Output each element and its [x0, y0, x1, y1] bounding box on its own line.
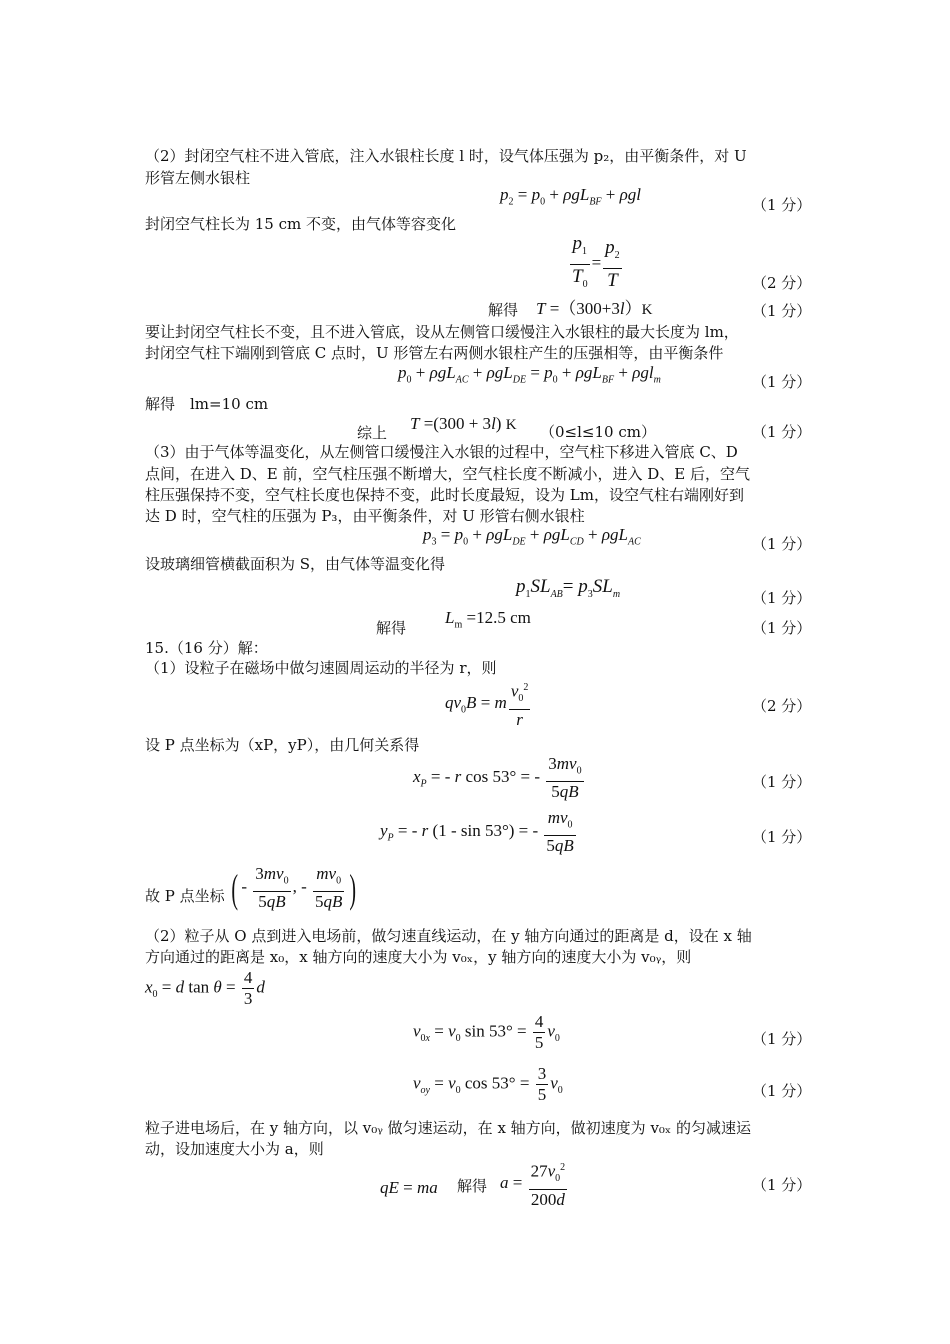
- equation-qE: qE = ma: [380, 1178, 438, 1197]
- score: （1 分）: [752, 1030, 812, 1048]
- text-line: 方向通过的距离是 x₀，x 轴方向的速度大小为 v₀ₓ，y 轴方向的速度大小为 v₀ᵧ，则: [145, 948, 692, 966]
- score: （1 分）: [752, 1082, 812, 1100]
- label-jiede: 解得: [376, 619, 407, 637]
- equation-x0: $x_0 = d$ tan θ = $\frac{4}{3}$ d: [145, 968, 265, 1008]
- score: （1 分）: [752, 302, 812, 320]
- equation-acceleration: a = $\frac{27v_0^2}{200d}$: [500, 1158, 569, 1210]
- equation-yP: $y_P$ = - r (1 - sin 53°) = - $\frac{mv_0}{5qB}$: [380, 808, 574, 856]
- text-line: 形管左侧水银柱: [145, 169, 251, 187]
- text-line: 粒子进电场后，在 y 轴方向，以 v₀ᵧ 做匀速运动，在 x 轴方向，做初速度为 v₀ₓ 的匀减速运: [145, 1119, 752, 1137]
- text-line: （2）粒子从 O 点到进入电场前，做匀速直线运动，在 y 轴方向通过的距离是 d，设在 x 轴: [145, 927, 752, 945]
- equation-P-coordinates: ( - $\frac{3mv_0}{5qB}$ , - $\frac{mv_0}{5qB}$ ): [231, 864, 357, 912]
- score: （1 分）: [752, 828, 812, 846]
- text-line: 设 P 点坐标为（xP，yP），由几何关系得: [145, 736, 420, 754]
- equation-Lm: $L_m =12.5$ cm: [445, 608, 531, 631]
- label-jiede: 解得: [488, 301, 519, 319]
- text-line: 动，设加速度大小为 a，则: [145, 1140, 324, 1158]
- score: （1 分）: [752, 535, 812, 553]
- equation-p2: $p_2 = p_0 + \rho gL_{BF} + \rho gl$: [500, 185, 642, 208]
- label-zongshang: 综上: [357, 424, 388, 442]
- range-condition: （0≤l≤10 cm）: [540, 423, 656, 441]
- score: （1 分）: [752, 773, 812, 791]
- text-line: 达 D 时，空气柱的压强为 P₃，由平衡条件，对 U 形管右侧水银柱: [145, 507, 585, 525]
- score: （1 分）: [752, 423, 812, 441]
- problem-heading: 15.（16 分）解：: [145, 639, 268, 657]
- equation-xP: $x_P$ = - r cos 53° = - $\frac{3mv_0}{5qB}$: [413, 754, 582, 802]
- text-line: 柱压强保持不变，空气柱长度也保持不变，此时长度最短，设为 Lm，设空气柱右端刚好到: [145, 486, 744, 504]
- score: （1 分）: [752, 619, 812, 637]
- label-jiede: 解得: [457, 1177, 488, 1195]
- score: （2 分）: [752, 697, 812, 715]
- text-line: 封闭空气柱长为 15 cm 不变，由气体等容变化: [145, 215, 457, 233]
- equation-radius: $qv_0B = m$ $\frac{v_0^2}{r}$: [445, 678, 532, 730]
- text-line: 要让封闭空气柱长不变，且不进入管底，设从左侧管口缓慢注入水银柱的最大长度为 lm，: [145, 323, 739, 341]
- score: （1 分）: [752, 196, 812, 214]
- score: （1 分）: [752, 1176, 812, 1194]
- text-line: 封闭空气柱下端刚到管底 C 点时，U 形管左右两侧水银柱产生的压强相等，由平衡条件: [145, 344, 724, 362]
- text-line: 设玻璃细管横截面积为 S，由气体等温变化得: [145, 555, 446, 573]
- equation-p3: $p_3 = p_0 + \rho gL_{DE} + \rho gL_{CD} + \rho gL_{AC}$: [423, 525, 641, 548]
- equation-balance: $p_0 + \rho gL_{AC} + \rho gL_{DE} = p_0 + \rho gL_{BF} + \rho gl_m$: [398, 363, 661, 386]
- text-line: 故 P 点坐标: [145, 887, 225, 905]
- score: （2 分）: [752, 274, 812, 292]
- text-line: （1）设粒子在磁场中做匀速圆周运动的半径为 r，则: [145, 659, 497, 677]
- equation-isochoric: $\frac{p_1}{T_0}$ = $\frac{p_2}{T}$: [572, 233, 620, 291]
- text-line: （2）封闭空气柱不进入管底，注入水银柱长度 l 时，设气体压强为 p₂，由平衡条件，对 U: [145, 147, 747, 165]
- equation-v0y: $v_{oy} = v_0$ cos 53° = $\frac{3}{5}$ $v_0$: [413, 1064, 563, 1104]
- equation-isothermal: $p_1SL_{AB}= p_3SL_m$: [516, 576, 621, 600]
- text-line: 点间，在进入 D、E 前，空气柱压强不断增大，空气柱长度不断减小，进入 D、E 后，空气: [145, 465, 751, 483]
- score: （1 分）: [752, 373, 812, 391]
- equation-T-range: T =(300 + 3l) K: [410, 414, 517, 433]
- equation-T: T =（300+3l）K: [536, 299, 653, 318]
- text-line: （3）由于气体等温变化，从左侧管口缓慢注入水银的过程中，空气柱下移进入管底 C、D: [145, 443, 738, 461]
- text-line: 解得 lm=10 cm: [145, 395, 269, 413]
- score: （1 分）: [752, 589, 812, 607]
- equation-v0x: $v_{0x} = v_0$ sin 53° = $\frac{4}{5}$ $v_0$: [413, 1012, 560, 1052]
